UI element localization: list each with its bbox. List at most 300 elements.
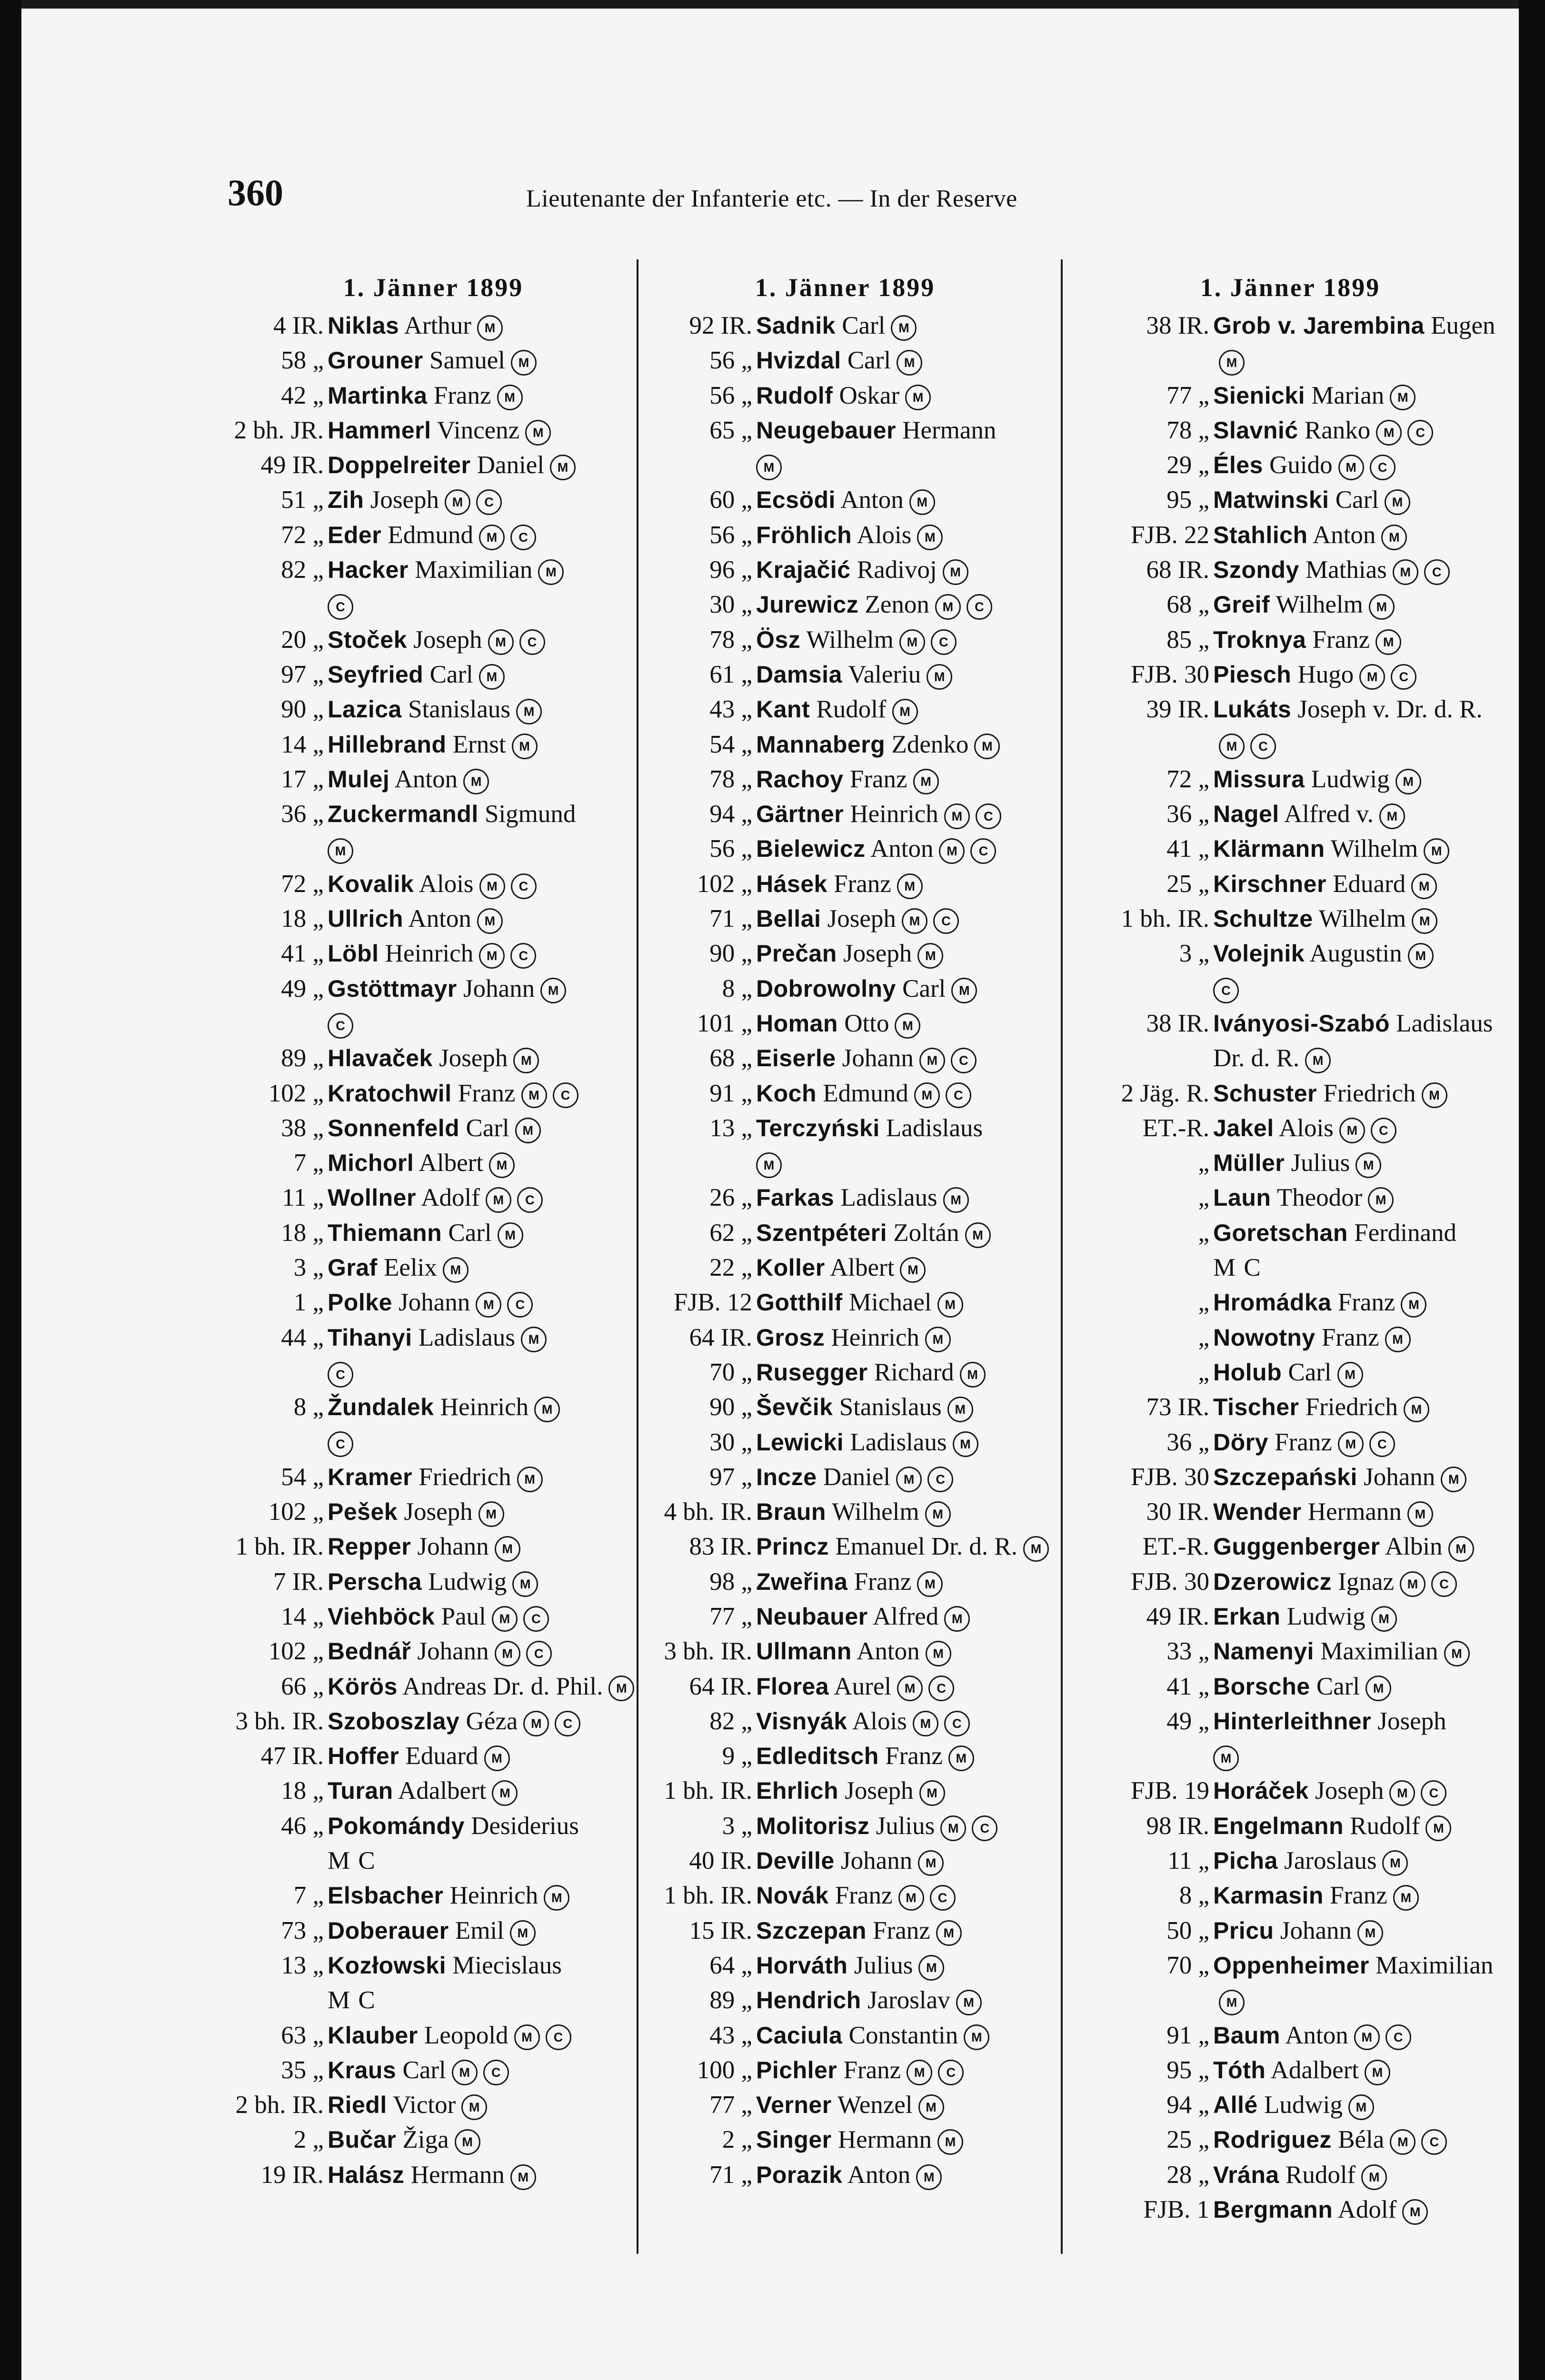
m-mark-icon: M [918, 2094, 944, 2120]
m-mark-icon: M [328, 838, 353, 864]
m-mark-icon: M [534, 1397, 560, 1422]
regiment-number: 97 „ [281, 660, 324, 688]
given-name: Eduard [1333, 870, 1406, 898]
list-item [200, 448, 638, 483]
surname: Nowotny [1213, 1324, 1316, 1351]
c-mark-icon: C [1369, 1431, 1395, 1457]
m-mark-icon: M [479, 525, 505, 550]
officer-name [756, 1076, 1050, 1111]
list-item [1071, 413, 1509, 448]
m-mark-icon: M [489, 1152, 515, 1178]
list-item [640, 1704, 1050, 1739]
officer-name [756, 518, 1050, 553]
officer-name [756, 1948, 1050, 1983]
list-item [640, 1390, 1050, 1425]
given-name: Jaroslav [867, 1986, 950, 2014]
given-name: Franz [854, 1567, 912, 1596]
surname: Wender [1213, 1498, 1302, 1526]
regiment-number: 1 bh. IR. [664, 1882, 752, 1910]
m-mark-icon: M [479, 873, 505, 899]
c-mark-icon: C [1424, 559, 1450, 585]
regiment-number: 77 „ [1166, 381, 1209, 409]
officer-name [756, 867, 1050, 902]
given-name: Edmund [388, 521, 474, 549]
regiment-number: 22 „ [709, 1254, 752, 1282]
officer-name [1213, 308, 1509, 378]
given-name: Anton [840, 486, 904, 514]
m-mark-icon: M [1348, 2094, 1374, 2120]
surname: Hillebrand [328, 731, 447, 758]
m-mark-icon: M [926, 1641, 951, 1666]
surname: Žundalek [328, 1394, 434, 1421]
list-item [1071, 867, 1509, 902]
surname: Tihanyi [328, 1324, 412, 1351]
regiment-number: 63 „ [281, 2021, 324, 2049]
regiment-number: 56 „ [709, 835, 752, 863]
list-item [200, 1529, 638, 1564]
surname: Grosz [756, 1324, 825, 1351]
regiment-number: „ [1198, 1289, 1209, 1317]
list-item [640, 1774, 1050, 1808]
list-item [1071, 1878, 1509, 1913]
m-mark-icon: M [510, 1920, 536, 1946]
regiment-number: 71 „ [709, 2161, 752, 2189]
list-item [640, 1006, 1050, 1041]
list-item [1071, 1006, 1509, 1076]
officer-name [756, 1006, 1050, 1041]
m-mark-icon: M [1385, 489, 1410, 515]
officer-name [756, 587, 1050, 622]
list-item [1071, 2053, 1509, 2088]
given-name: Franz [1312, 625, 1370, 654]
given-name: Joseph [439, 1044, 508, 1072]
surname: Neubauer [756, 1603, 868, 1630]
regiment-number: 82 „ [709, 1707, 752, 1735]
given-name: Adalbert [1270, 2056, 1359, 2084]
given-name: Ladislaus [418, 1323, 515, 1351]
m-mark-icon: M [523, 1711, 549, 1736]
m-mark-icon: M [974, 734, 1000, 759]
surname: Koch [756, 1080, 817, 1107]
list-item [200, 1565, 638, 1599]
c-mark-icon: C [972, 1815, 997, 1841]
m-mark-icon: M [917, 943, 943, 969]
given-name: Valeriu [848, 660, 921, 688]
regiment-number: 68 IR. [1146, 556, 1209, 584]
list-item [1071, 1425, 1509, 1460]
list-item [640, 2088, 1050, 2122]
officer-name [1213, 797, 1509, 832]
list-item [200, 413, 638, 448]
officer-name [756, 1320, 1050, 1355]
officer-name [1213, 448, 1509, 483]
surname: Bielewicz [756, 835, 866, 863]
mark-continuation: M C [328, 1986, 376, 2014]
m-mark-icon: M [1424, 838, 1449, 864]
surname: Hlavaček [328, 1045, 433, 1072]
surname: Eiserle [756, 1045, 836, 1072]
c-mark-icon: C [1421, 2129, 1447, 2155]
surname: Jurewicz [756, 591, 859, 618]
m-mark-icon: M [1219, 1990, 1245, 2015]
list-item [640, 343, 1050, 378]
regiment-number: 90 „ [709, 940, 752, 968]
m-mark-icon: M [1400, 1571, 1425, 1597]
given-name: Eduard [405, 1742, 478, 1770]
m-mark-icon: M [1393, 1885, 1419, 1911]
m-mark-icon: M [510, 2164, 536, 2190]
regiment-number: 19 IR. [260, 2161, 324, 2189]
list-item [200, 902, 638, 936]
list-item [1071, 1704, 1509, 1774]
column-heading: 1. Jänner 1899 [1200, 273, 1381, 302]
given-name: Marian [1311, 381, 1385, 409]
regiment-number: 14 „ [281, 730, 324, 758]
officer-name [328, 378, 638, 413]
regiment-number: 7 IR. [273, 1567, 324, 1596]
surname: Gstöttmayr [328, 975, 457, 1002]
list-item [640, 1529, 1050, 1564]
list-item [1071, 1146, 1509, 1180]
given-name: Ladislaus [886, 1114, 983, 1142]
surname: Hendrich [756, 1987, 861, 2014]
surname: Schultze [1213, 905, 1313, 932]
officer-name [328, 1599, 638, 1634]
regiment-number: 90 „ [709, 1393, 752, 1421]
given-name: Wilhelm [1330, 835, 1418, 863]
list-item [1071, 902, 1509, 936]
given-name: Daniel [823, 1463, 891, 1491]
list-item [200, 308, 638, 343]
list-item [200, 2122, 638, 2157]
m-mark-icon: M [1385, 1327, 1411, 1352]
surname: Zweřina [756, 1568, 848, 1595]
c-mark-icon: C [1431, 1571, 1457, 1597]
regiment-number: „ [1198, 1323, 1209, 1351]
c-mark-icon: C [1407, 420, 1433, 446]
surname: Grouner [328, 347, 423, 374]
list-item [200, 762, 638, 797]
given-name: Friedrich [419, 1463, 511, 1491]
c-mark-icon: C [946, 1082, 971, 1108]
c-mark-icon: C [1370, 455, 1395, 480]
list-item [640, 1250, 1050, 1285]
given-name: Zoltán [893, 1219, 959, 1247]
surname: Rusegger [756, 1359, 868, 1386]
officer-name [328, 727, 638, 762]
surname: Allé [1213, 2092, 1258, 2119]
list-item [640, 1355, 1050, 1390]
list-item [1071, 1390, 1509, 1425]
m-mark-icon: M [1412, 908, 1437, 934]
m-mark-icon: M [1390, 2129, 1415, 2155]
given-name: Franz [835, 1882, 893, 1910]
officer-name [756, 553, 1050, 587]
surname: Engelmann [1213, 1812, 1344, 1839]
officer-name [756, 2158, 1050, 2192]
given-name: Hugo [1297, 660, 1354, 688]
list-item [640, 2158, 1050, 2192]
list-item [1071, 1809, 1509, 1844]
c-mark-icon: C [328, 594, 353, 620]
officer-name [1213, 2192, 1509, 2227]
list-item [200, 1041, 638, 1076]
list-item [1071, 448, 1509, 483]
officer-name [756, 1460, 1050, 1495]
officer-name [328, 1111, 638, 1146]
list-item [1071, 553, 1509, 587]
surname: Bučar [328, 2126, 397, 2153]
given-name: Heinrich [831, 1323, 919, 1351]
regiment-number: 68 „ [709, 1044, 752, 1072]
surname: Porazik [756, 2161, 843, 2188]
given-name: Victor [393, 2091, 456, 2119]
given-name: Samuel [429, 347, 505, 375]
officer-name [756, 1844, 1050, 1878]
surname: Turan [328, 1777, 393, 1805]
surname: Éles [1213, 452, 1263, 479]
m-mark-icon: M [1219, 734, 1245, 759]
regiment-number: 2 bh. IR. [235, 2091, 324, 2119]
regiment-number: 62 „ [709, 1219, 752, 1247]
officer-name [328, 1878, 638, 1913]
m-mark-icon: M [1366, 1676, 1391, 1701]
c-mark-icon: C [951, 1048, 977, 1073]
surname: Ecsödi [756, 486, 836, 514]
given-name: Ernst [452, 730, 506, 758]
regiment-number: 50 „ [1166, 1916, 1209, 1944]
regiment-number: 94 „ [709, 800, 752, 828]
given-name: Joseph [404, 1498, 473, 1526]
list-item [640, 1634, 1050, 1669]
given-name: Alois [1278, 1114, 1334, 1142]
regiment-number: 14 „ [281, 1602, 324, 1630]
regiment-number: 66 „ [281, 1672, 324, 1700]
officer-name [1213, 1634, 1509, 1669]
m-mark-icon: M [515, 1118, 541, 1143]
surname: Borsche [1213, 1673, 1310, 1700]
m-mark-icon: M [1337, 1362, 1363, 1388]
list-item [200, 1669, 638, 1704]
surname: Slavnić [1213, 416, 1298, 444]
officer-name [1213, 1529, 1509, 1564]
regiment-number: 3 bh. IR. [664, 1637, 752, 1666]
surname: Karmasin [1213, 1882, 1324, 1909]
officer-name [328, 518, 638, 553]
given-name: Franz [873, 1916, 930, 1944]
list-item [640, 1460, 1050, 1495]
given-name: Maximilian [1376, 1951, 1494, 1979]
m-mark-icon: M [940, 1815, 966, 1841]
regiment-number: 72 „ [281, 870, 324, 898]
surname: Ehrlich [756, 1777, 838, 1805]
officer-name [756, 413, 1050, 483]
list-item [200, 1599, 638, 1634]
regiment-number: 91 „ [1166, 2021, 1209, 2049]
surname: Hinterleithner [1213, 1707, 1372, 1735]
regiment-number: „ [1198, 1184, 1209, 1212]
m-mark-icon: M [895, 1013, 920, 1039]
regiment-number: 3 „ [293, 1254, 324, 1282]
surname: Polke [328, 1289, 392, 1316]
m-mark-icon: M [1395, 769, 1421, 794]
regiment-number: 30 „ [709, 1428, 752, 1456]
officer-name [1213, 587, 1509, 622]
list-item [200, 657, 638, 692]
officer-name [328, 343, 638, 378]
list-item [1071, 2192, 1509, 2227]
regiment-number: 82 „ [281, 556, 324, 584]
given-name: Miecislaus [452, 1951, 562, 1979]
list-item [200, 867, 638, 902]
list-item [1071, 1355, 1509, 1390]
m-mark-icon: M [897, 873, 923, 899]
regiment-number: 72 „ [281, 521, 324, 549]
m-mark-icon: M [936, 1920, 962, 1946]
officer-name [756, 1180, 1050, 1215]
m-mark-icon: M [1411, 873, 1437, 899]
m-mark-icon: M [965, 1222, 991, 1248]
surname: Iványosi-Szabó [1213, 1010, 1390, 1037]
given-name: Carl [902, 974, 946, 1002]
given-name: Ludwig [1286, 1602, 1366, 1630]
c-mark-icon: C [1386, 2024, 1411, 2050]
regiment-number: 90 „ [281, 695, 324, 724]
surname: Holub [1213, 1359, 1282, 1386]
m-mark-icon: M [1305, 1048, 1331, 1073]
surname: Pichler [756, 2056, 837, 2083]
given-name: Wilhelm [832, 1498, 919, 1526]
given-name: Stanislaus [408, 695, 511, 724]
officer-name [1213, 1948, 1509, 2018]
given-name: Maximilian [1320, 1637, 1438, 1666]
regiment-number: 64 IR. [689, 1323, 752, 1351]
m-mark-icon: M [516, 699, 542, 724]
regiment-number: 25 „ [1166, 870, 1209, 898]
regiment-number: 73 „ [281, 1916, 324, 1944]
officer-name [328, 692, 638, 727]
list-item [1071, 1076, 1509, 1111]
given-name: Franz [458, 1079, 516, 1107]
list-item [640, 1320, 1050, 1355]
surname: Hacker [328, 556, 409, 584]
regiment-number: „ [1198, 1358, 1209, 1386]
officer-name [328, 1809, 638, 1879]
surname: Thiemann [328, 1219, 442, 1246]
given-name: Aurel [834, 1672, 892, 1700]
regiment-number: 1 bh. IR. [1121, 905, 1209, 933]
given-name: Wilhelm [806, 625, 894, 654]
officer-name [328, 2158, 638, 2192]
surname: Wollner [328, 1184, 416, 1211]
regiment-number: 64 „ [709, 1951, 752, 1979]
m-mark-icon: M [937, 2129, 963, 2155]
surname: Neugebauer [756, 416, 896, 444]
regiment-number: 18 „ [281, 1777, 324, 1805]
given-name: Leopold [424, 2021, 508, 2049]
given-name: Anton [408, 905, 471, 933]
page-number: 360 [228, 172, 283, 213]
regiment-number: 11 „ [1167, 1847, 1209, 1875]
officer-name [1213, 1320, 1509, 1355]
given-name: Radivoj [857, 556, 937, 584]
list-item [640, 1669, 1050, 1704]
officer-name [1213, 1565, 1509, 1599]
given-name: Emanuel Dr. d. R. [835, 1533, 1018, 1561]
m-mark-icon: M [917, 1571, 943, 1597]
m-mark-icon: M [925, 1501, 951, 1527]
officer-name [1213, 518, 1509, 553]
given-name: Franz [849, 765, 907, 793]
surname: Ullmann [756, 1638, 852, 1665]
list-item [1071, 587, 1509, 622]
regiment-number: 102 „ [697, 870, 752, 898]
m-mark-icon: M [1368, 1187, 1394, 1213]
officer-name [328, 2018, 638, 2053]
officer-name [328, 1320, 638, 1390]
regiment-number: 38 „ [281, 1114, 324, 1142]
list-item [640, 378, 1050, 413]
m-mark-icon: M [1356, 1152, 1381, 1178]
surname: Ösz [756, 626, 801, 653]
m-mark-icon: M [960, 1362, 986, 1388]
surname: Grob v. Jarembina [1213, 312, 1425, 339]
list-item [640, 1111, 1050, 1181]
list-item [1071, 2158, 1509, 2192]
c-mark-icon: C [483, 2060, 509, 2085]
list-item [640, 1739, 1050, 1774]
surname: Novák [756, 1882, 829, 1909]
list-item [1071, 797, 1509, 832]
surname: Troknya [1213, 626, 1306, 653]
surname: Piesch [1213, 661, 1292, 688]
regiment-number: 98 IR. [1146, 1812, 1209, 1840]
surname: Horáček [1213, 1777, 1309, 1805]
regiment-number: 1 „ [293, 1289, 324, 1317]
m-mark-icon: M [947, 1397, 973, 1422]
given-name: Johann [1280, 1916, 1352, 1944]
list-item [1071, 832, 1509, 866]
surname: Krajačić [756, 556, 851, 584]
c-mark-icon: C [930, 1885, 956, 1911]
regiment-number: 54 „ [709, 730, 752, 758]
officer-name [328, 1041, 638, 1076]
officer-name [328, 2122, 638, 2157]
m-mark-icon: M [943, 1187, 969, 1213]
given-name: Albin [1385, 1533, 1443, 1561]
m-mark-icon: M [525, 420, 551, 446]
regiment-number: 49 IR. [1146, 1602, 1209, 1630]
officer-name [328, 936, 638, 971]
surname: Ullrich [328, 905, 404, 932]
list-item [640, 1285, 1050, 1320]
m-mark-icon: M [521, 1082, 547, 1108]
m-mark-icon: M [1441, 1467, 1466, 1492]
list-item [200, 1704, 638, 1739]
surname: Körös [328, 1673, 398, 1700]
given-name: Heinrich [449, 1882, 538, 1910]
surname: Kraus [328, 2056, 397, 2083]
given-name: Otto [844, 1009, 889, 1037]
m-mark-icon: M [902, 908, 927, 934]
surname: Hvizdal [756, 347, 841, 374]
regiment-number: 30 „ [709, 591, 752, 619]
officer-name [1213, 692, 1509, 762]
list-item [640, 2053, 1050, 2088]
surname: Zih [328, 486, 364, 514]
regiment-number: 56 „ [709, 381, 752, 409]
m-mark-icon: M [1213, 1745, 1239, 1771]
